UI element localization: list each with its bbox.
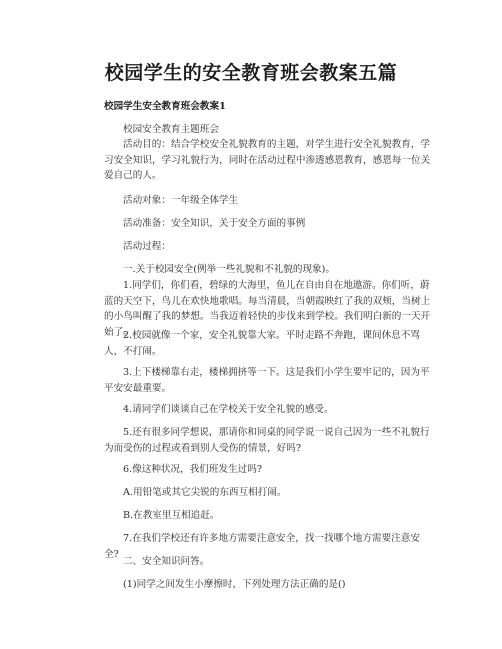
document-title: 校园学生的安全教育班会教案五篇 [104, 62, 398, 84]
paragraph: 活动对象：一年级全体学生 [123, 195, 239, 206]
paragraph: 6.像这种状况，我们班发生过吗? [123, 464, 263, 475]
paragraph: B.在教室里互相追赶。 [123, 510, 220, 521]
paragraph: 5.还有很多同学想说，那请你和同桌的同学说一说自己因为一些不礼貌行为而受伤的过程或看到别人受伤的情景，好吗? [104, 427, 430, 454]
paragraph: 活动目的：结合学校安全礼貌教育的主题，对学生进行安全礼貌教育，学习安全知识，学习礼貌行为，同时在活动过程中渗透感恩教育，感恩每一位关爱自己的人。 [104, 139, 431, 181]
paragraph: 校园安全教育主题班会 [123, 124, 219, 135]
paragraph: 活动过程： [123, 241, 171, 252]
paragraph: 3.上下楼梯靠右走，楼梯拥挤等一下。这是我们小学生要牢记的，因为平平安安最重要。 [104, 367, 430, 394]
paragraph: A.用铅笔或其它尖锐的东西互相打闹。 [123, 487, 287, 498]
paragraph: 1.同学们，你们看，碧绿的大海里，鱼儿在自由自在地遨游。你们听，蔚蓝的天空下，鸟儿在欢快地歌唱。每当清晨，当朝霞映红了我的双颊，当树上的小鸟叫醒了我的梦想。当我迈着轻快的步伐来到学校。我们明白新的一天开始了。 [104, 280, 431, 338]
paragraph: 7.在我们学校还有许多地方需要注意安全，找一找哪个地方需要注意安全? [104, 533, 420, 560]
paragraph: 二、安全知识问答。 [123, 556, 210, 567]
paragraph: (1)同学之间发生小摩擦时，下列处理方法正确的是() [123, 579, 346, 590]
section-heading: 校园学生安全教育班会教案1 [104, 101, 226, 112]
paragraph: 2.校园就像一个家，安全礼貌靠大家。平时走路不奔跑，课间休息不骂人，不打闹。 [104, 330, 420, 357]
paragraph: 活动准备：安全知识，关于安全方面的事例 [123, 218, 306, 229]
paragraph: 一.关于校园安全(例举一些礼貌和不礼貌的现象)。 [123, 264, 336, 275]
paragraph: 4.请同学们谈谈自己在学校关于安全礼貌的感受。 [123, 404, 334, 415]
